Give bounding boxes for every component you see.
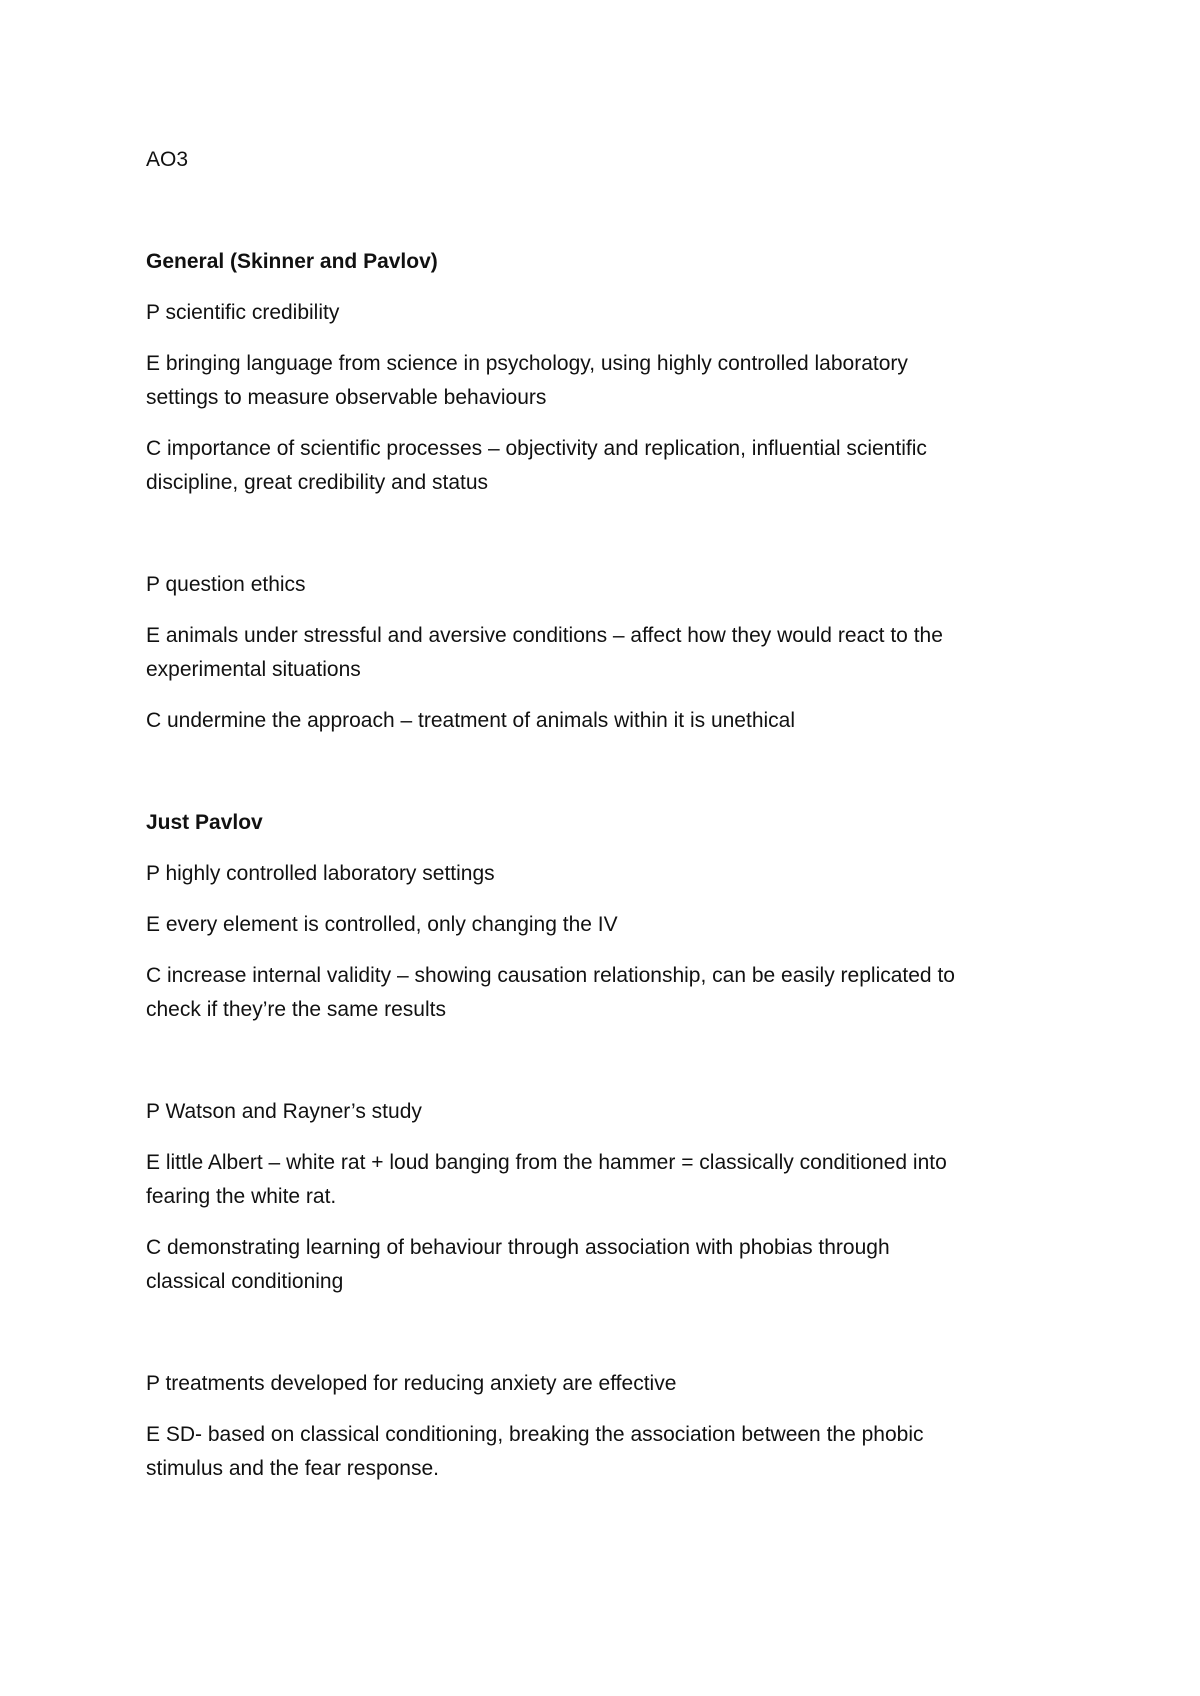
- comment-text: discipline, great credibility and status: [146, 471, 489, 494]
- comment-text: C increase internal validity – showing causation relationship, can be easily replicated to: [146, 964, 955, 987]
- explain-text: E little Albert – white rat + loud banging from the hammer = classically conditioned into: [146, 1151, 947, 1174]
- section-heading-general: General (Skinner and Pavlov): [146, 250, 438, 273]
- explain-text: experimental situations: [146, 658, 361, 681]
- explain-text: fearing the white rat.: [146, 1185, 337, 1208]
- section-heading-just-pavlov: Just Pavlov: [146, 811, 263, 834]
- explain-text: settings to measure observable behaviours: [146, 386, 547, 409]
- explain-text: E every element is controlled, only changing the IV: [146, 913, 618, 936]
- point-text: P highly controlled laboratory settings: [146, 862, 495, 885]
- point-text: P question ethics: [146, 573, 306, 596]
- point-text: P scientific credibility: [146, 301, 340, 324]
- explain-text: E bringing language from science in psychology, using highly controlled laboratory: [146, 352, 908, 375]
- document-title: AO3: [146, 148, 189, 171]
- comment-text: classical conditioning: [146, 1270, 344, 1293]
- point-text: P treatments developed for reducing anxiety are effective: [146, 1372, 677, 1395]
- comment-text: C undermine the approach – treatment of animals within it is unethical: [146, 709, 796, 732]
- explain-text: stimulus and the fear response.: [146, 1457, 439, 1480]
- point-text: P Watson and Rayner’s study: [146, 1100, 422, 1123]
- comment-text: check if they’re the same results: [146, 998, 446, 1021]
- explain-text: E SD- based on classical conditioning, breaking the association between the phobic: [146, 1423, 924, 1446]
- comment-text: C importance of scientific processes – objectivity and replication, influential scientific: [146, 437, 927, 460]
- comment-text: C demonstrating learning of behaviour through association with phobias through: [146, 1236, 890, 1259]
- explain-text: E animals under stressful and aversive conditions – affect how they would react to the: [146, 624, 943, 647]
